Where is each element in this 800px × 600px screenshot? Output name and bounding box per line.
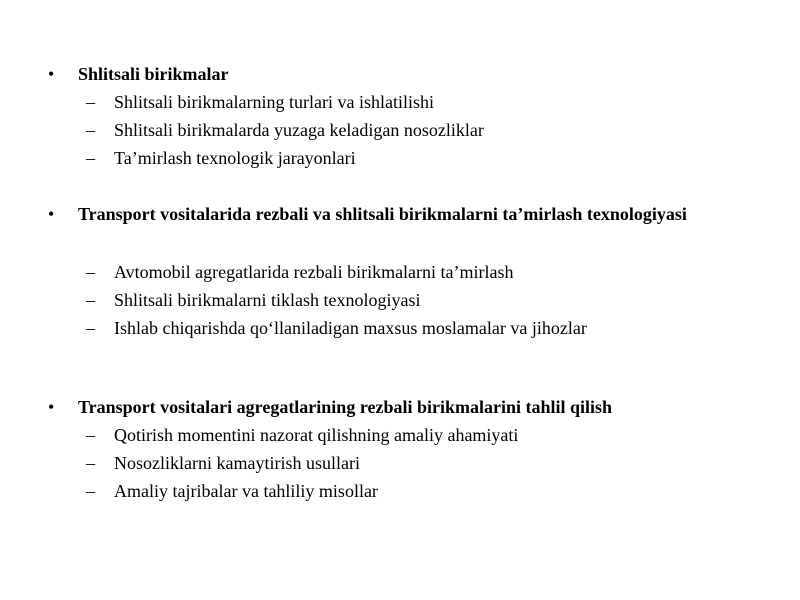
- dash-icon: –: [86, 318, 95, 338]
- sub-list: [48, 421, 752, 505]
- dash-icon: –: [86, 425, 95, 445]
- list-item-text: Shlitsali birikmalarda yuzaga keladigan nosozliklar: [114, 120, 484, 140]
- heading-text: Transport vositalarida rezbali va shlitsali birikmalarni ta’mirlash texnologiyasi: [78, 204, 687, 224]
- dash-icon: –: [86, 120, 95, 140]
- list-item-text: Qotirish momentini nazorat qilishning amaliy ahamiyati: [114, 425, 519, 445]
- list-item: [48, 258, 752, 286]
- bullet-heading: [48, 62, 752, 86]
- list-item: [48, 449, 752, 477]
- dash-icon: –: [86, 148, 95, 168]
- list-item-text: Nosozliklarni kamaytirish usullari: [114, 453, 360, 473]
- list-item: [48, 144, 752, 172]
- list-item-text: Ta’mirlash texnologik jarayonlari: [114, 148, 356, 168]
- bullet-icon: •: [48, 204, 55, 224]
- dash-icon: –: [86, 453, 95, 473]
- section-tahlil-qilish: [48, 395, 752, 505]
- list-item: [48, 116, 752, 144]
- list-item: [48, 88, 752, 116]
- sub-list: [48, 258, 752, 342]
- dash-icon: –: [86, 481, 95, 501]
- list-item-text: Shlitsali birikmalarni tiklash texnologiyasi: [114, 290, 421, 310]
- list-item-text: Shlitsali birikmalarning turlari va ishlatilishi: [114, 92, 434, 112]
- list-item: [48, 421, 752, 449]
- bullet-icon: •: [48, 64, 55, 84]
- dash-icon: –: [86, 290, 95, 310]
- list-item-text: Amaliy tajribalar va tahliliy misollar: [114, 481, 378, 501]
- dash-icon: –: [86, 262, 95, 282]
- list-item: [48, 286, 752, 314]
- bullet-icon: •: [48, 397, 55, 417]
- list-item-text: Ishlab chiqarishda qo‘llaniladigan maxsus moslamalar va jihozlar: [114, 318, 587, 338]
- bullet-heading: [48, 395, 752, 419]
- sub-list: [48, 88, 752, 172]
- bullet-heading: [48, 202, 752, 226]
- heading-text: Transport vositalari agregatlarining rezbali birikmalarini tahlil qilish: [78, 397, 613, 417]
- list-item: [48, 477, 752, 505]
- list-item-text: Avtomobil agregatlarida rezbali birikmalarni ta’mirlash: [114, 262, 514, 282]
- section-shlitsali-birikmalar: [48, 62, 752, 172]
- section-tamirlash-texnologiyasi: [48, 202, 752, 342]
- dash-icon: –: [86, 92, 95, 112]
- list-item: [48, 314, 752, 342]
- heading-text: Shlitsali birikmalar: [78, 64, 229, 84]
